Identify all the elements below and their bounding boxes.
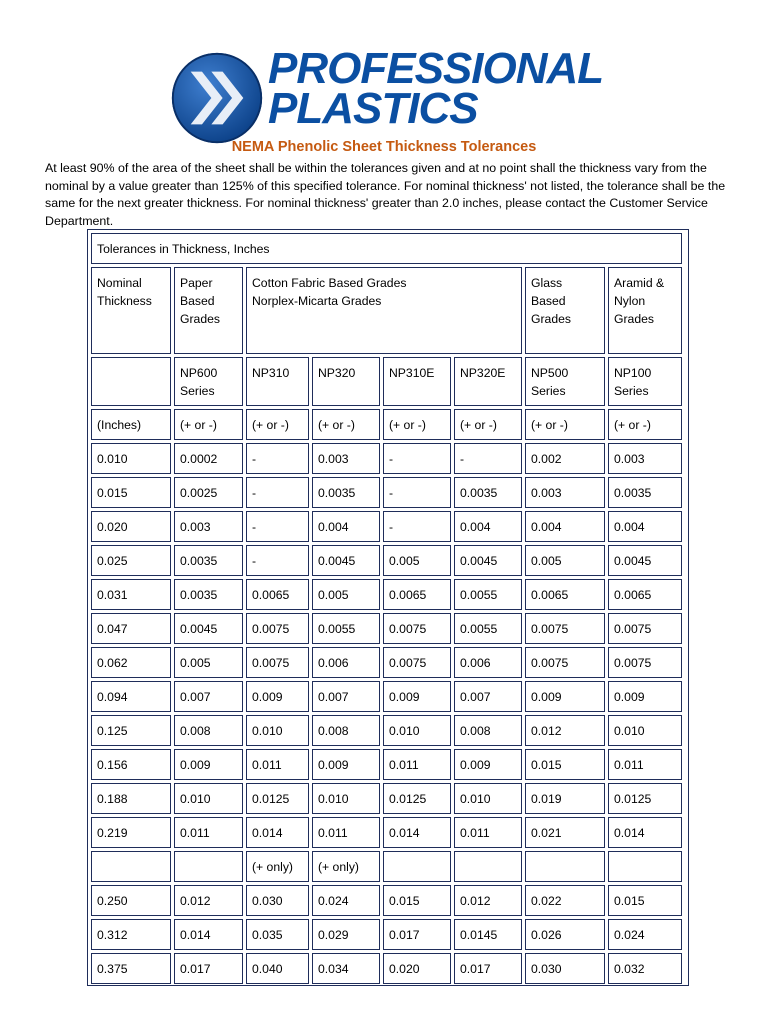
tolerance-cell: 0.010 (608, 715, 682, 746)
tolerance-cell: 0.022 (525, 885, 605, 916)
header-paper-based: Paper Based Grades (174, 267, 243, 354)
series-cell: NP600 Series (174, 357, 243, 406)
unit-cell: (Inches) (91, 409, 171, 440)
tolerance-cell: 0.0075 (608, 613, 682, 644)
tolerance-cell: 0.035 (246, 919, 309, 950)
tolerance-cell: 0.010 (174, 783, 243, 814)
units-row (91, 409, 682, 440)
tolerance-cell: 0.003 (312, 443, 380, 474)
tolerance-cell: 0.017 (454, 953, 522, 984)
series-cell: NP310E (383, 357, 451, 406)
tolerance-cell: 0.004 (608, 511, 682, 542)
table-row (91, 817, 682, 848)
series-cell: NP500 Series (525, 357, 605, 406)
tolerance-cell (383, 851, 451, 882)
table-row (91, 477, 682, 508)
tolerance-cell: 0.017 (383, 919, 451, 950)
tolerance-cell: - (383, 477, 451, 508)
tolerance-cell: 0.008 (312, 715, 380, 746)
tolerance-cell: - (246, 443, 309, 474)
tolerance-cell: 0.003 (174, 511, 243, 542)
tolerance-cell: - (246, 511, 309, 542)
tolerance-cell: 0.011 (608, 749, 682, 780)
document-title: NEMA Phenolic Sheet Thickness Tolerances (231, 139, 537, 155)
tolerance-cell: 0.007 (174, 681, 243, 712)
unit-cell: (+ or -) (608, 409, 682, 440)
unit-cell: (+ or -) (312, 409, 380, 440)
tolerance-cell: 0.012 (525, 715, 605, 746)
table-row (91, 783, 682, 814)
unit-cell: (+ or -) (246, 409, 309, 440)
table-row (91, 613, 682, 644)
table-row (91, 715, 682, 746)
unit-cell: (+ or -) (454, 409, 522, 440)
tolerance-cell: 0.030 (246, 885, 309, 916)
tolerance-cell: 0.029 (312, 919, 380, 950)
tolerance-cell: 0.017 (174, 953, 243, 984)
tolerance-cell: 0.005 (174, 647, 243, 678)
tolerance-cell: 0.0075 (525, 613, 605, 644)
tolerance-cell: 0.005 (312, 579, 380, 610)
tolerance-cell: 0.008 (174, 715, 243, 746)
table-row (91, 545, 682, 576)
tolerance-cell: 0.010 (246, 715, 309, 746)
tolerance-cell: 0.0045 (312, 545, 380, 576)
tolerance-cell: - (246, 477, 309, 508)
tolerance-cell: 0.0075 (246, 647, 309, 678)
tolerance-cell: 0.0065 (246, 579, 309, 610)
tolerance-cell: 0.0065 (525, 579, 605, 610)
table-row (91, 953, 682, 984)
tolerance-cell: 0.034 (312, 953, 380, 984)
brand-wordmark (268, 44, 604, 133)
table-row (91, 579, 682, 610)
tolerance-cell: 0.015 (383, 885, 451, 916)
tolerance-cell: 0.040 (246, 953, 309, 984)
tolerance-cell: 0.0065 (383, 579, 451, 610)
header-glass-based: Glass Based Grades (525, 267, 605, 354)
header-nominal-thickness: Nominal Thickness (91, 267, 171, 354)
table-row (91, 443, 682, 474)
tolerance-cell: 0.015 (525, 749, 605, 780)
brand-line2: PLASTICS (268, 84, 478, 133)
tolerance-cell: 0.011 (454, 817, 522, 848)
nominal-thickness-cell: 0.125 (91, 715, 171, 746)
tolerance-cell: 0.005 (525, 545, 605, 576)
tolerance-cell: 0.0045 (454, 545, 522, 576)
table-row (91, 647, 682, 678)
series-cell: NP310 (246, 357, 309, 406)
series-row (91, 357, 682, 406)
tolerance-cell: 0.0035 (454, 477, 522, 508)
intro-text: At least 90% of the area of the sheet shall be within the tolerances given and at no point shall the thickness vary from the nominal by a value greater than 125% of this specified tolerance. For nominal thickness' not listed, the tolerance shall be the same for the next greater thickness. For nominal thickness' greater than 2.0 inches, please contact the Customer Service Department. (45, 161, 726, 228)
tolerance-cell: 0.014 (246, 817, 309, 848)
tolerance-cell: 0.0035 (608, 477, 682, 508)
tolerance-cell: 0.007 (454, 681, 522, 712)
tolerance-cell: 0.0075 (246, 613, 309, 644)
tolerance-cell: 0.0045 (608, 545, 682, 576)
tolerance-cell: 0.006 (454, 647, 522, 678)
tolerance-cell: 0.014 (608, 817, 682, 848)
tolerance-cell (454, 851, 522, 882)
tolerance-cell: 0.0075 (608, 647, 682, 678)
tolerance-cell: 0.008 (454, 715, 522, 746)
nominal-thickness-cell: 0.094 (91, 681, 171, 712)
nominal-thickness-cell: 0.062 (91, 647, 171, 678)
tolerance-cell: 0.009 (312, 749, 380, 780)
series-cell: NP100 Series (608, 357, 682, 406)
header-cotton-fabric: Cotton Fabric Based Grades Norplex-Micarta Grades (246, 267, 522, 354)
series-cell: NP320 (312, 357, 380, 406)
tolerance-cell: 0.003 (608, 443, 682, 474)
nominal-thickness-cell: 0.250 (91, 885, 171, 916)
tolerance-cell: (+ only) (246, 851, 309, 882)
unit-cell: (+ or -) (525, 409, 605, 440)
tolerance-cell: 0.015 (608, 885, 682, 916)
tolerance-cell: 0.0045 (174, 613, 243, 644)
nominal-thickness-cell: 0.031 (91, 579, 171, 610)
tolerance-cell: - (246, 545, 309, 576)
table-row (91, 511, 682, 542)
tolerance-cell: 0.011 (246, 749, 309, 780)
tolerance-cell: 0.0075 (383, 613, 451, 644)
nominal-thickness-cell: 0.010 (91, 443, 171, 474)
tolerance-cell: 0.0055 (312, 613, 380, 644)
series-cell (91, 357, 171, 406)
series-cell: NP320E (454, 357, 522, 406)
brand-line1: PROFESSIONAL (268, 44, 604, 93)
table-row (91, 681, 682, 712)
tolerance-cell: 0.0145 (454, 919, 522, 950)
unit-cell: (+ or -) (174, 409, 243, 440)
nominal-thickness-cell: 0.015 (91, 477, 171, 508)
tolerance-cell (608, 851, 682, 882)
tolerance-cell: 0.0002 (174, 443, 243, 474)
tolerance-cell: 0.004 (454, 511, 522, 542)
tolerance-cell: 0.010 (454, 783, 522, 814)
nominal-thickness-cell: 0.188 (91, 783, 171, 814)
tolerance-cell: 0.019 (525, 783, 605, 814)
nominal-thickness-cell: 0.219 (91, 817, 171, 848)
tolerance-cell: 0.0125 (383, 783, 451, 814)
chevron-logo-icon (170, 51, 264, 145)
tolerance-cell: (+ only) (312, 851, 380, 882)
tolerance-cell: 0.012 (454, 885, 522, 916)
tolerance-cell: 0.0055 (454, 579, 522, 610)
tolerance-cell: 0.010 (312, 783, 380, 814)
tolerance-cell: 0.010 (383, 715, 451, 746)
tolerance-cell: 0.004 (525, 511, 605, 542)
nominal-thickness-cell: 0.025 (91, 545, 171, 576)
tolerance-cell: 0.011 (383, 749, 451, 780)
header-aramid-nylon: Aramid & Nylon Grades (608, 267, 682, 354)
tolerance-cell: 0.021 (525, 817, 605, 848)
tolerance-cell: 0.0125 (246, 783, 309, 814)
tolerance-cell: 0.007 (312, 681, 380, 712)
nominal-thickness-cell: 0.375 (91, 953, 171, 984)
tolerance-cell (174, 851, 243, 882)
tolerance-cell: 0.0055 (454, 613, 522, 644)
tolerance-cell: 0.020 (383, 953, 451, 984)
tolerance-cell: - (383, 443, 451, 474)
tolerance-cell: 0.0025 (174, 477, 243, 508)
tolerance-cell: 0.0035 (312, 477, 380, 508)
tolerance-cell: 0.009 (608, 681, 682, 712)
nominal-thickness-cell: 0.312 (91, 919, 171, 950)
tolerance-cell: 0.030 (525, 953, 605, 984)
tolerance-cell: 0.0035 (174, 545, 243, 576)
tolerance-cell: - (383, 511, 451, 542)
tolerance-cell: 0.0035 (174, 579, 243, 610)
tolerance-cell: 0.009 (174, 749, 243, 780)
tolerance-cell: 0.004 (312, 511, 380, 542)
nominal-thickness-cell: 0.156 (91, 749, 171, 780)
tolerance-cell: 0.009 (383, 681, 451, 712)
tolerance-cell: 0.003 (525, 477, 605, 508)
brand-logo (170, 44, 604, 145)
nominal-thickness-cell (91, 851, 171, 882)
tolerance-cell: 0.0075 (525, 647, 605, 678)
tolerance-cell: 0.012 (174, 885, 243, 916)
tolerance-cell: 0.011 (312, 817, 380, 848)
unit-cell: (+ or -) (383, 409, 451, 440)
tolerance-cell: 0.0125 (608, 783, 682, 814)
tolerance-cell: 0.024 (312, 885, 380, 916)
tolerance-cell: 0.011 (174, 817, 243, 848)
tolerance-cell: 0.009 (246, 681, 309, 712)
tolerance-cell: 0.014 (174, 919, 243, 950)
tolerance-cell (525, 851, 605, 882)
tolerance-table (88, 230, 685, 987)
tolerance-cell: 0.006 (312, 647, 380, 678)
tolerance-cell: 0.0065 (608, 579, 682, 610)
tolerance-cell: 0.005 (383, 545, 451, 576)
tolerance-cell: 0.009 (454, 749, 522, 780)
tolerance-cell: - (454, 443, 522, 474)
tolerance-cell: 0.032 (608, 953, 682, 984)
table-row (91, 919, 682, 950)
table-row (91, 749, 682, 780)
tolerance-cell: 0.014 (383, 817, 451, 848)
table-row (91, 885, 682, 916)
nominal-thickness-cell: 0.020 (91, 511, 171, 542)
tolerance-cell: 0.024 (608, 919, 682, 950)
tolerance-cell: 0.0075 (383, 647, 451, 678)
tolerance-cell: 0.026 (525, 919, 605, 950)
table-caption: Tolerances in Thickness, Inches (91, 233, 682, 264)
tolerance-cell: 0.002 (525, 443, 605, 474)
nominal-thickness-cell: 0.047 (91, 613, 171, 644)
intro-paragraph (45, 160, 735, 230)
tolerance-cell: 0.009 (525, 681, 605, 712)
table-row (91, 851, 682, 882)
